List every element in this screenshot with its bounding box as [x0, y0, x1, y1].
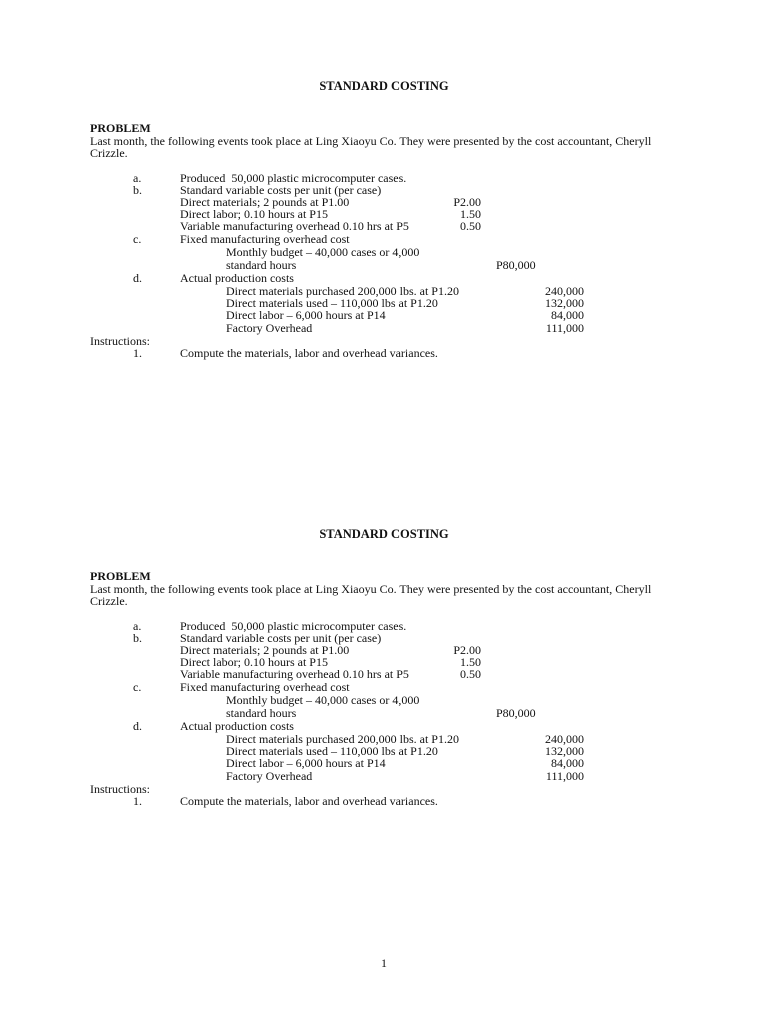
direct-materials-std-text: Direct materials; 2 pounds at P1.00: [180, 643, 350, 657]
materials-purchased-text: Direct materials purchased 200,000 lbs. at P1.20: [226, 732, 459, 746]
item-a-text: Produced 50,000 plastic microcomputer cases.: [180, 619, 407, 633]
materials-used-value: 132,000: [545, 744, 584, 758]
instruction-text: Compute the materials, labor and overhead variances.: [180, 346, 438, 360]
factory-overhead-text: Factory Overhead: [226, 321, 313, 335]
direct-labor-std-value: 1.50: [460, 207, 481, 221]
direct-labor-actual-value: 84,000: [551, 756, 584, 770]
section-title: STANDARD COSTING: [319, 527, 449, 541]
variable-overhead-std-value: 0.50: [460, 667, 481, 681]
section-title: STANDARD COSTING: [319, 79, 449, 93]
item-letter-c: c.: [133, 680, 142, 694]
item-d-text: Actual production costs: [180, 271, 294, 285]
item-b-text: Standard variable costs per unit (per case): [180, 183, 382, 197]
direct-materials-std-value: P2.00: [453, 643, 481, 657]
direct-labor-actual-text: Direct labor – 6,000 hours at P14: [226, 756, 386, 770]
item-d-text: Actual production costs: [180, 719, 294, 733]
intro-text-line-1: Last month, the following events took place at Ling Xiaoyu Co. They were presented by the cost accountant, Cheryll: [90, 582, 652, 596]
item-letter-c: c.: [133, 232, 142, 246]
item-c-text: Fixed manufacturing overhead cost: [180, 680, 350, 694]
direct-labor-std-value: 1.50: [460, 655, 481, 669]
intro-text-line-2: Crizzle.: [90, 146, 128, 160]
instruction-text: Compute the materials, labor and overhead variances.: [180, 794, 438, 808]
intro-text-line-1: Last month, the following events took place at Ling Xiaoyu Co. They were presented by the cost accountant, Cheryll: [90, 134, 652, 148]
instruction-number: 1.: [133, 794, 142, 808]
instruction-number: 1.: [133, 346, 142, 360]
factory-overhead-value: 111,000: [545, 769, 584, 783]
problem-section-1: [0, 0, 768, 420]
item-letter-b: b.: [133, 631, 142, 645]
standard-hours-text: standard hours: [226, 706, 297, 720]
instructions-heading: Instructions:: [90, 782, 150, 796]
item-a-text: Produced 50,000 plastic microcomputer cases.: [180, 171, 407, 185]
direct-labor-std-text: Direct labor; 0.10 hours at P15: [180, 207, 328, 221]
materials-used-text: Direct materials used – 110,000 lbs at P1.20: [226, 744, 438, 758]
item-letter-d: d.: [133, 271, 142, 285]
variable-overhead-std-text: Variable manufacturing overhead 0.10 hrs at P5: [180, 667, 409, 681]
materials-purchased-value: 240,000: [545, 284, 584, 298]
fixed-overhead-budget-value: P80,000: [496, 706, 536, 720]
variable-overhead-std-value: 0.50: [460, 219, 481, 233]
materials-used-text: Direct materials used – 110,000 lbs at P1.20: [226, 296, 438, 310]
item-letter-d: d.: [133, 719, 142, 733]
direct-labor-std-text: Direct labor; 0.10 hours at P15: [180, 655, 328, 669]
problem-heading: PROBLEM: [90, 121, 151, 135]
variable-overhead-std-text: Variable manufacturing overhead 0.10 hrs at P5: [180, 219, 409, 233]
factory-overhead-value: 111,000: [545, 321, 584, 335]
intro-text-line-2: Crizzle.: [90, 594, 128, 608]
fixed-overhead-budget-value: P80,000: [496, 258, 536, 272]
page-number: 1: [381, 956, 387, 970]
monthly-budget-text: Monthly budget – 40,000 cases or 4,000: [226, 245, 420, 259]
item-b-text: Standard variable costs per unit (per case): [180, 631, 382, 645]
direct-materials-std-text: Direct materials; 2 pounds at P1.00: [180, 195, 350, 209]
direct-labor-actual-text: Direct labor – 6,000 hours at P14: [226, 308, 386, 322]
item-letter-a: a.: [133, 171, 142, 185]
direct-labor-actual-value: 84,000: [551, 308, 584, 322]
item-c-text: Fixed manufacturing overhead cost: [180, 232, 350, 246]
direct-materials-std-value: P2.00: [453, 195, 481, 209]
problem-section-2: [0, 448, 768, 868]
problem-heading: PROBLEM: [90, 569, 151, 583]
item-letter-b: b.: [133, 183, 142, 197]
standard-hours-text: standard hours: [226, 258, 297, 272]
instructions-heading: Instructions:: [90, 334, 150, 348]
materials-purchased-text: Direct materials purchased 200,000 lbs. at P1.20: [226, 284, 459, 298]
materials-used-value: 132,000: [545, 296, 584, 310]
factory-overhead-text: Factory Overhead: [226, 769, 313, 783]
monthly-budget-text: Monthly budget – 40,000 cases or 4,000: [226, 693, 420, 707]
materials-purchased-value: 240,000: [545, 732, 584, 746]
item-letter-a: a.: [133, 619, 142, 633]
